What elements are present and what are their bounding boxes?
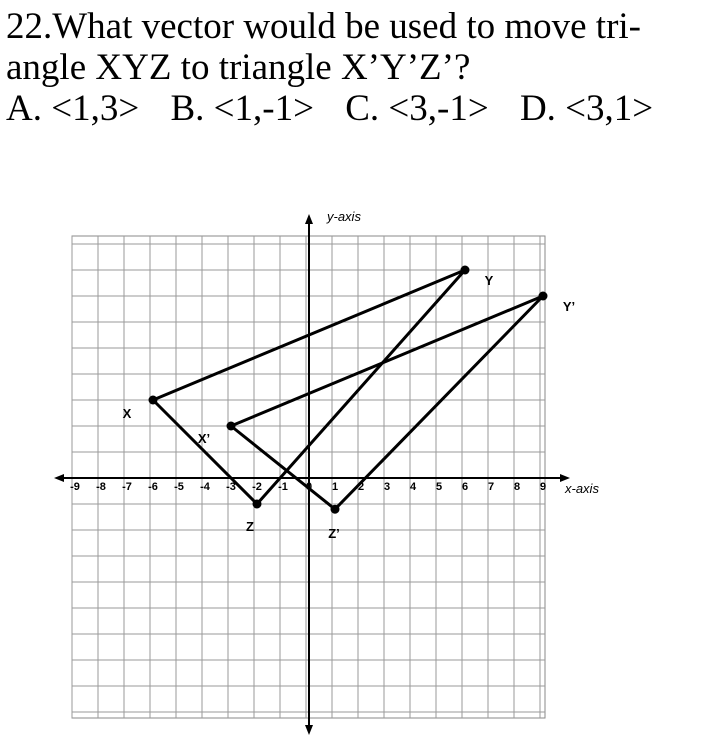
axes: [54, 209, 599, 735]
y-axis-label: y-axis: [327, 209, 361, 224]
x-axis-label: x-axis: [565, 481, 599, 496]
x-tick-label: -3: [226, 481, 236, 493]
y-axis-arrow-down: [305, 725, 313, 735]
y-axis-arrow-up: [305, 214, 313, 224]
vertex-label: X: [122, 406, 132, 421]
choice-d: D. <3,1>: [519, 88, 654, 129]
question-line-1: 22.What vector would be used to move tri-: [6, 6, 641, 47]
vertex-label: Y’: [562, 299, 576, 314]
x-tick-label: -1: [278, 481, 288, 493]
choice-a: A. <1,3>: [6, 88, 140, 129]
x-tick-label: 0: [305, 481, 313, 493]
x-tick-label: 9: [539, 481, 547, 493]
x-tick-label: -4: [200, 481, 210, 493]
question-line-2: angle XYZ to triangle X’Y’Z’?: [6, 47, 471, 88]
x-tick-label: -6: [148, 481, 158, 493]
vertex-point: [253, 500, 262, 509]
vertex-label: X’: [197, 431, 211, 446]
x-tick-label: -8: [96, 481, 106, 493]
x-tick-label: -5: [174, 481, 184, 493]
x-tick-label: -2: [252, 481, 262, 493]
vertex-label: Z’: [328, 526, 340, 542]
x-tick-label: 2: [357, 481, 365, 493]
vertex-label: Z: [246, 519, 254, 534]
x-axis-arrow-left: [54, 474, 64, 482]
x-tick-label: 6: [461, 481, 469, 493]
vertex-point: [461, 266, 470, 275]
vertex-point: [539, 292, 548, 301]
x-tick-label: 3: [383, 481, 391, 493]
choice-b: B. <1,-1>: [170, 88, 314, 129]
x-tick-label: 8: [513, 481, 521, 493]
choice-c: C. <3,-1>: [345, 88, 489, 129]
x-tick-label: 5: [435, 481, 443, 493]
vertex-point: [227, 422, 236, 431]
x-tick-label: -7: [122, 481, 132, 493]
triangles: [123, 266, 575, 542]
x-tick-label: 4: [409, 481, 417, 493]
x-tick-label: 7: [487, 481, 495, 493]
x-tick-label: 1: [331, 481, 339, 493]
vertex-label: Y: [484, 273, 494, 288]
x-tick-label: -9: [70, 481, 80, 493]
vertex-point: [149, 396, 158, 405]
vertex-point: [331, 505, 340, 514]
